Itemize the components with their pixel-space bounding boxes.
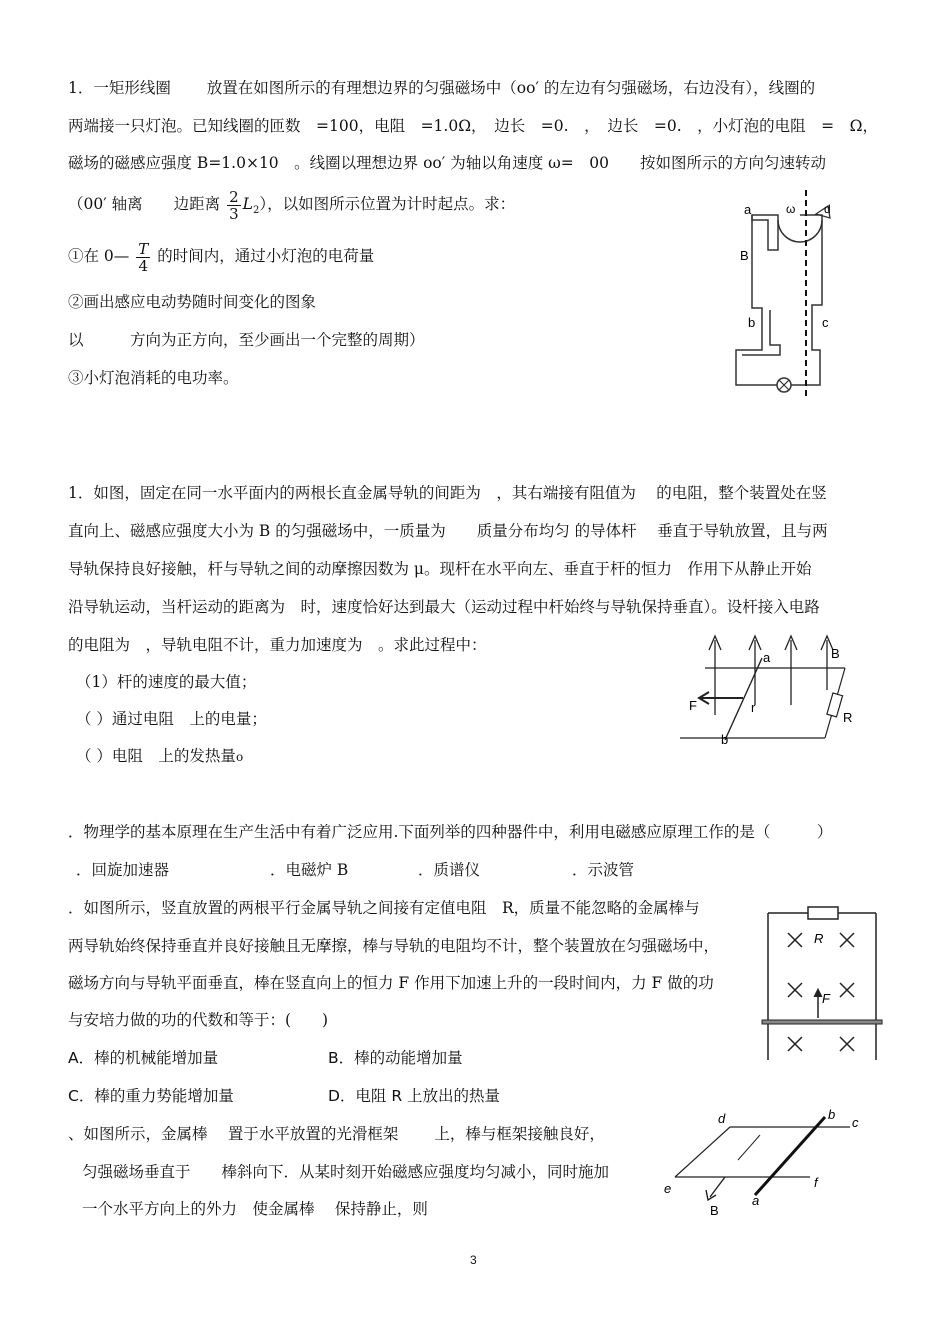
cross-mark-icon (840, 983, 854, 997)
label-F: F (689, 698, 697, 713)
label-f: f (814, 1175, 818, 1190)
cross-mark-icon (788, 933, 802, 947)
label-B: B (710, 1203, 719, 1218)
p3-option-D: ．示波管 (572, 861, 635, 879)
q1-text-a: ①在 0— (68, 247, 130, 265)
cross-mark-icon (840, 933, 854, 947)
p5-line-1: 、如图所示，金属棒 置于水平放置的光滑框架 上，棒与框架接触良好， (68, 1125, 605, 1143)
cross-mark-icon (788, 983, 802, 997)
p4-line-3: 磁场方向与导轨平面垂直，棒在竖直向上的恒力 F 作用下加速上升的一段时间内，力 F 做的功 (68, 974, 714, 992)
label-e: e (664, 1181, 672, 1196)
frac-numerator: T (138, 239, 149, 258)
coil-top-left (752, 215, 778, 250)
label-b: b (748, 315, 756, 330)
arrowhead-up-icon (814, 989, 822, 997)
p2-line-1: 1．如图，固定在同一水平面内的两根长直金属导轨的间距为 ，其右端接有阻值为 的电阻，整个装置处在竖 (68, 484, 827, 502)
p1-question-2-note: 以 方向为正方向，至少画出一个完整的周期） (68, 331, 425, 349)
cross-mark-icon (788, 1037, 802, 1051)
label-B: B (740, 248, 749, 263)
p2-line-4: 沿导轨运动，当杆运动的距离为 时，速度恰好达到最大（运动过程中杆始终与导轨保持垂直）。设杆接入电路 (68, 598, 820, 616)
field-into-page-marks (788, 933, 854, 1051)
label-F: F (822, 991, 830, 1006)
frac-denominator: 4 (138, 256, 149, 275)
p4-line-1: ．如图所示，竖直放置的两根平行金属导轨之间接有定值电阻 R，质量不能忽略的金属棒与 (68, 899, 700, 917)
p3-option-C: ．质谱仪 (418, 861, 481, 879)
p3-option-A: ．回旋加速器 (76, 861, 170, 879)
q3-text: （ ）电阻 上的发热量 (76, 747, 236, 765)
p4-option-A: A．棒的机械能增加量 (68, 1049, 219, 1067)
p3-line-1: ．物理学的基本原理在生产生活中有着广泛应用.下面列举的四种器件中，利用电磁感应原理工作的是（ ） (68, 823, 833, 841)
q1-fraction-T-over-4 (136, 241, 150, 274)
p5-line-2: 匀强磁场垂直于 棒斜向下．从某时刻开始磁感应强度均匀减小，同时施加 (82, 1163, 610, 1181)
cross-mark-icon (840, 1037, 854, 1051)
p2-question-3 (76, 746, 243, 767)
field-B-arrow (710, 1177, 725, 1197)
p1-line-3: 磁场的磁感应强度 B=1.0×10 。线圈以理想边界 oo′ 为轴以角速度 ω= 00 按如图所示的方向匀速转动 (68, 154, 826, 172)
p1-line-2: 两端接一只灯泡。已知线圈的匝数 =100，电阻 =1.0Ω， 边长 =0. ， 边长 =0. ，小灯泡的电阻 = Ω， (68, 117, 878, 135)
label-a: a (752, 1193, 760, 1208)
p1-question-1 (68, 238, 374, 274)
p1-line-4 (68, 186, 515, 229)
p1-fraction-two-thirds (227, 189, 241, 222)
p3-option-B: ．电磁炉 B (270, 861, 349, 879)
label-R: R (814, 931, 824, 946)
frac-denominator: 3 (229, 204, 239, 223)
label-B: B (831, 646, 840, 661)
label-b: b (828, 1107, 836, 1122)
label-b: b (721, 732, 729, 747)
coil-left-wire (736, 215, 777, 385)
resistor-R (827, 693, 843, 717)
label-r: r (751, 700, 756, 715)
p1-var-L: L (242, 195, 253, 213)
p2-question-1: （1）杆的速度的最大值； (76, 673, 257, 691)
resistor-R (808, 907, 838, 919)
p4-line-4: 与安培力做的功的代数和等于：( ) (68, 1011, 329, 1029)
label-omega: ω (786, 202, 796, 216)
rotation-arrow-arc (778, 220, 822, 242)
p1-line-1: 1．一矩形线圈 放置在如图所示的有理想边界的匀强磁场中（oo′ 的左边有匀强磁场，右边没有），线圈的 (68, 79, 816, 97)
p1-question-3: ③小灯泡消耗的电功率。 (68, 369, 239, 387)
p4-option-D: D．电阻 R 上放出的热量 (328, 1087, 501, 1105)
p4-line-2: 两导轨始终保持垂直并良好接触且无摩擦，棒与导轨的电阻均不计，整个装置放在匀强磁场中， (68, 937, 720, 955)
p1-line-4-text-c: ），以如图所示位置为计时起点。求： (259, 195, 516, 213)
coil-figure (720, 190, 870, 400)
label-a: a (744, 202, 752, 217)
label-d: d (718, 1111, 726, 1126)
metal-rod (762, 1020, 882, 1024)
p2-question-2: （ ）通过电阻 上的电量； (76, 710, 267, 728)
label-c: c (822, 315, 829, 330)
rails-figure (675, 630, 875, 755)
q3-mark: o (235, 750, 244, 764)
frame-figure (660, 1105, 870, 1220)
p4-option-C: C．棒的重力势能增加量 (68, 1087, 234, 1105)
frame-left-side (675, 1127, 730, 1177)
page-number: 3 (470, 1253, 477, 1267)
p1-line-4-text-a: （00′ 轴离 边距离 (68, 195, 221, 213)
vertical-rails-figure (760, 905, 885, 1063)
frac-numerator: 2 (229, 187, 239, 206)
label-R: R (843, 710, 853, 725)
p4-option-B: B．棒的动能增加量 (328, 1049, 463, 1067)
p2-line-2: 直向上、磁感应强度大小为 B 的匀强磁场中，一质量为 质量分布均匀 的导体杆 垂直于导轨放置，且与两 (68, 522, 828, 540)
label-d: d (824, 202, 831, 216)
label-c: c (852, 1115, 859, 1130)
field-line-segment (738, 1135, 760, 1160)
p1-var-L-subscript: 2 (252, 205, 260, 217)
label-a: a (763, 650, 771, 665)
p2-line-3: 导轨保持良好接触，杆与导轨之间的动摩擦因数为 μ。现杆在水平向左、垂直于杆的恒力 作用下从静止开始 (68, 560, 812, 578)
q1-text-b: 的时间内，通过小灯泡的电荷量 (157, 247, 375, 265)
p5-line-3: 一个水平方向上的外力 使金属棒 保持静止，则 (82, 1200, 428, 1218)
p2-line-5: 的电阻为 ，导轨电阻不计，重力加速度为 。求此过程中： (68, 636, 487, 654)
p1-question-2: ②画出感应电动势随时间变化的图象 (68, 293, 317, 311)
